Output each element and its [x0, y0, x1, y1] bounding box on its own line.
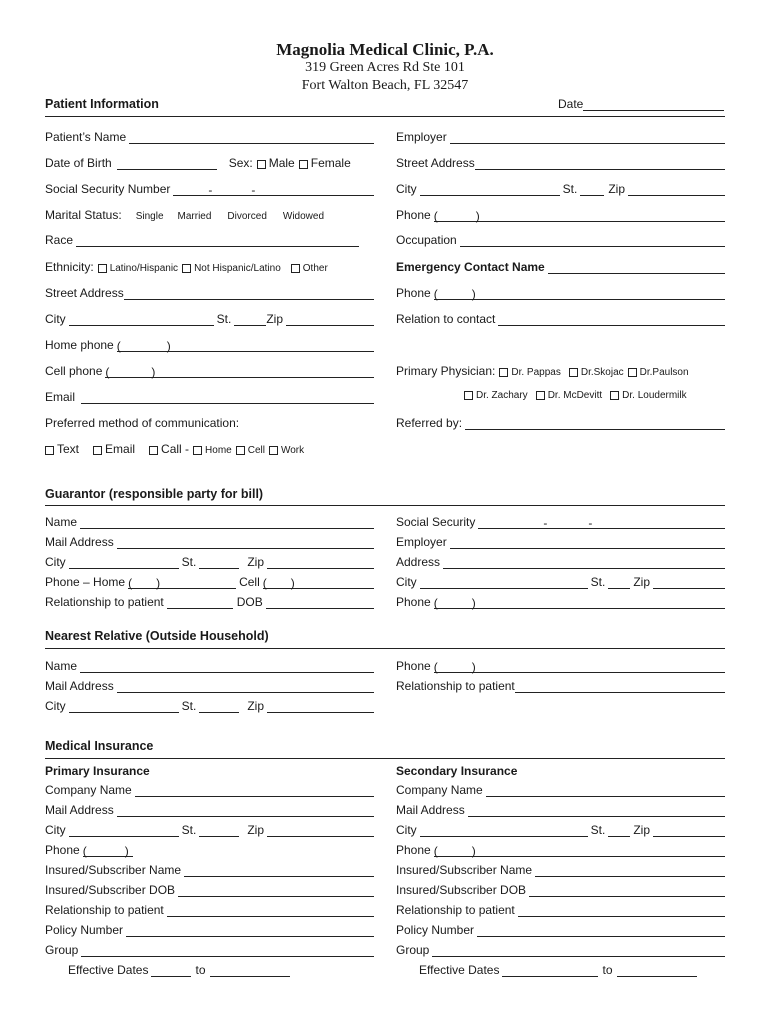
guarantor-relationship-row: Relationship to patient DOB: [45, 595, 374, 609]
preferred-communication-label: Preferred method of communication:: [45, 416, 240, 430]
ethnicity-row: Ethnicity: Latino/Hispanic Not Hispanic/Latino Other: [45, 260, 328, 274]
clinic-name: Magnolia Medical Clinic, P.A.: [276, 40, 494, 59]
call-checkbox[interactable]: [149, 446, 158, 455]
secondary-effective-dates-row: Effective Dates to: [419, 963, 697, 977]
patient-city-field[interactable]: [69, 313, 214, 326]
cell-phone-field[interactable]: Cell phone ( ): [45, 364, 374, 378]
section-divider: [45, 648, 725, 649]
primary-policy-field[interactable]: Policy Number: [45, 923, 374, 937]
other-ethnicity-checkbox[interactable]: [291, 264, 300, 273]
secondary-subscriber-name-field[interactable]: Insured/Subscriber Name: [396, 863, 725, 877]
patient-zip-field[interactable]: [286, 313, 374, 326]
dr-mcdevitt-checkbox[interactable]: [536, 391, 545, 400]
clinic-address-line2: Fort Walton Beach, FL 32547: [301, 78, 469, 93]
guarantor-heading: Guarantor (responsible party for bill): [45, 487, 264, 501]
email-field[interactable]: Email: [45, 390, 374, 404]
preferred-options-row: Text Email Call - Home Cell Work: [41, 442, 304, 456]
secondary-mail-field[interactable]: Mail Address: [396, 803, 725, 817]
dr-loudermilk-checkbox[interactable]: [610, 391, 619, 400]
relative-city-row: City St. Zip: [45, 699, 374, 713]
guarantor-employer-field[interactable]: Employer: [396, 535, 725, 549]
relative-relationship-field[interactable]: Relationship to patient: [396, 679, 725, 693]
guarantor-city-row: City St. Zip: [45, 555, 374, 569]
relative-city-field[interactable]: [69, 700, 179, 713]
race-field[interactable]: Race: [45, 233, 359, 247]
patient-street-field[interactable]: Street Address: [45, 286, 374, 300]
dob-sex-row: Date of Birth Sex: Male Female: [45, 156, 351, 170]
employer-city-row: City St. Zip: [396, 182, 725, 196]
female-checkbox[interactable]: [299, 160, 308, 169]
dob-label: Date of Birth: [45, 156, 112, 170]
patient-city-row: City St. Zip: [45, 312, 374, 326]
secondary-state-field[interactable]: [608, 824, 630, 837]
secondary-group-field[interactable]: Group: [396, 943, 725, 957]
guarantor-dob-field[interactable]: [266, 596, 374, 609]
physician-row-2: Dr. Zachary Dr. McDevitt Dr. Loudermilk: [460, 390, 687, 401]
guarantor-address-field[interactable]: Address: [396, 555, 725, 569]
nearest-relative-heading: Nearest Relative (Outside Household): [45, 629, 269, 643]
relative-zip-field[interactable]: [267, 700, 374, 713]
guarantor-city-field[interactable]: [69, 556, 179, 569]
guarantor-relationship-field[interactable]: [167, 596, 233, 609]
ssn-field[interactable]: Social Security Number - -: [45, 182, 374, 196]
guarantor-cell-field[interactable]: ( ): [263, 576, 374, 589]
secondary-phone-field[interactable]: Phone ( ): [396, 843, 725, 857]
primary-subscriber-dob-field[interactable]: Insured/Subscriber DOB: [45, 883, 374, 897]
secondary-city-field[interactable]: [420, 824, 588, 837]
secondary-city-row: City St. Zip: [396, 823, 725, 837]
secondary-zip-field[interactable]: [653, 824, 725, 837]
guarantor-mail-field[interactable]: Mail Address: [45, 535, 374, 549]
employer-phone-field[interactable]: Phone ( ): [396, 208, 725, 222]
dr-skojac-checkbox[interactable]: [569, 368, 578, 377]
dr-pappas-checkbox[interactable]: [499, 368, 508, 377]
relation-contact-field[interactable]: Relation to contact: [396, 312, 725, 326]
primary-effective-from-field[interactable]: [151, 964, 191, 977]
primary-state-field[interactable]: [199, 824, 239, 837]
section-divider: [45, 758, 725, 759]
primary-company-field[interactable]: Company Name: [45, 783, 374, 797]
secondary-insurance-label: Secondary Insurance: [396, 764, 518, 778]
primary-effective-to-field[interactable]: [210, 964, 290, 977]
secondary-subscriber-dob-field[interactable]: Insured/Subscriber DOB: [396, 883, 725, 897]
guarantor-name-field[interactable]: Name: [45, 515, 374, 529]
guarantor-phone-row: Phone – Home ( ) Cell ( ): [45, 575, 374, 589]
dr-paulson-checkbox[interactable]: [628, 368, 637, 377]
emergency-contact-field[interactable]: Emergency Contact Name: [396, 260, 725, 274]
referred-by-field[interactable]: Referred by:: [396, 416, 725, 430]
cell-checkbox[interactable]: [236, 446, 245, 455]
marital-married[interactable]: Married: [177, 211, 212, 222]
guarantor-home-phone-field[interactable]: ( ): [128, 576, 236, 589]
primary-effective-dates-row: Effective Dates to: [68, 963, 290, 977]
patient-state-field[interactable]: [234, 313, 266, 326]
secondary-relationship-field[interactable]: Relationship to patient: [396, 903, 725, 917]
primary-relationship-field[interactable]: Relationship to patient: [45, 903, 374, 917]
work-checkbox[interactable]: [269, 446, 278, 455]
marital-single[interactable]: Single: [135, 211, 164, 222]
primary-group-field[interactable]: Group: [45, 943, 374, 957]
dob-field[interactable]: [117, 157, 217, 170]
marital-divorced[interactable]: Divorced: [227, 211, 267, 222]
patient-info-heading: Patient Information: [45, 97, 159, 111]
guarantor-employer-phone-field[interactable]: Phone ( ): [396, 595, 725, 609]
primary-zip-field[interactable]: [267, 824, 374, 837]
relative-name-field[interactable]: Name: [45, 659, 374, 673]
primary-subscriber-name-field[interactable]: Insured/Subscriber Name: [45, 863, 374, 877]
section-divider: [45, 505, 725, 506]
guarantor-employer-city-row: City St. Zip: [396, 575, 725, 589]
medical-insurance-heading: Medical Insurance: [45, 739, 154, 753]
relative-state-field[interactable]: [199, 700, 239, 713]
relative-phone-field[interactable]: Phone ( ): [396, 659, 725, 673]
primary-city-row: City St. Zip: [45, 823, 374, 837]
latino-checkbox[interactable]: [98, 264, 107, 273]
dr-zachary-checkbox[interactable]: [464, 391, 473, 400]
secondary-effective-to-field[interactable]: [617, 964, 697, 977]
guarantor-employer-state-field[interactable]: [608, 576, 630, 589]
guarantor-employer-city-field[interactable]: [420, 576, 588, 589]
text-checkbox[interactable]: [45, 446, 54, 455]
primary-insurance-label: Primary Insurance: [45, 764, 150, 778]
relative-mail-field[interactable]: Mail Address: [45, 679, 374, 693]
male-checkbox[interactable]: [257, 160, 266, 169]
clinic-address-line1: 319 Green Acres Rd Ste 101: [305, 60, 465, 75]
secondary-policy-field[interactable]: Policy Number: [396, 923, 725, 937]
guarantor-zip-field[interactable]: [267, 556, 374, 569]
guarantor-employer-zip-field[interactable]: [653, 576, 725, 589]
marital-widowed[interactable]: Widowed: [282, 211, 325, 222]
secondary-company-field[interactable]: Company Name: [396, 783, 725, 797]
secondary-effective-from-field[interactable]: [502, 964, 598, 977]
not-hispanic-checkbox[interactable]: [182, 264, 191, 273]
primary-mail-field[interactable]: Mail Address: [45, 803, 374, 817]
guarantor-ssn-field[interactable]: Social Security - -: [396, 515, 725, 529]
home-phone-field[interactable]: Home phone ( ): [45, 338, 374, 352]
patient-name-field[interactable]: Patient’s Name: [45, 130, 374, 144]
marital-status-row: Marital Status: Single Married Divorced Widowed: [45, 208, 325, 222]
sex-label: Sex:: [228, 156, 253, 170]
physician-row-1: Primary Physician: Dr. Pappas Dr.Skojac Dr.Paulson: [396, 364, 689, 378]
employer-state-field[interactable]: [580, 183, 604, 196]
occupation-field[interactable]: Occupation: [396, 233, 725, 247]
email-checkbox[interactable]: [93, 446, 102, 455]
primary-phone-field[interactable]: Phone ( ): [45, 843, 374, 857]
employer-zip-field[interactable]: [628, 183, 725, 196]
guarantor-state-field[interactable]: [199, 556, 239, 569]
employer-street-field[interactable]: Street Address: [396, 156, 725, 170]
home-checkbox[interactable]: [193, 446, 202, 455]
date-field[interactable]: Date: [558, 97, 724, 111]
employer-city-field[interactable]: [420, 183, 560, 196]
emergency-phone-field[interactable]: Phone ( ): [396, 286, 725, 300]
primary-city-field[interactable]: [69, 824, 179, 837]
section-divider: [45, 116, 725, 117]
employer-field[interactable]: Employer: [396, 130, 725, 144]
